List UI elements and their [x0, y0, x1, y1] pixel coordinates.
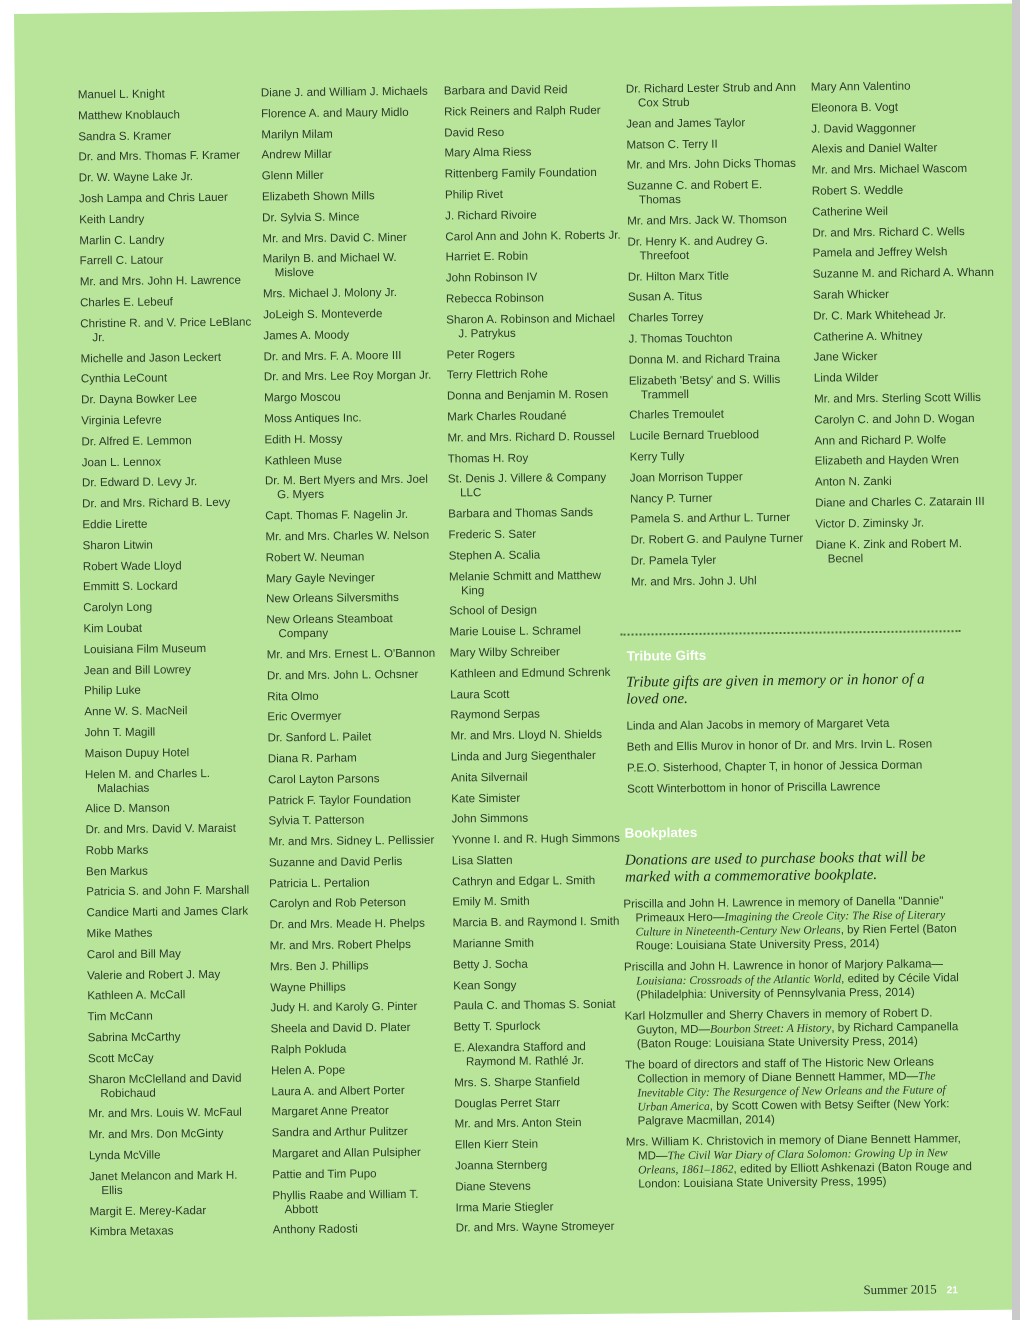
donor-name: E. Alexandra Stafford and Raymond M. Rathlé Jr. — [453, 1040, 586, 1069]
donor-name: Pamela S. and Arthur L. Turner — [630, 511, 791, 526]
donor-column-2 — [261, 85, 445, 1245]
donor-column-4 — [626, 81, 811, 596]
donor-name: Scott McCay — [87, 1051, 154, 1066]
donor-name: Candice Marti and James Clark — [86, 904, 249, 920]
donor-name: Elizabeth 'Betsy' and S. Willis Trammell — [628, 372, 781, 402]
donor-name: Dr. and Mrs. Thomas F. Kramer — [78, 149, 241, 164]
bookplate-entry — [626, 1132, 977, 1192]
donor-name: Rebecca Robinson — [445, 291, 545, 306]
donor-name: Yvonne I. and R. Hugh Simmons — [451, 831, 620, 847]
donor-name: Sabrina McCarthy — [87, 1030, 181, 1045]
donor-name: Laura A. and Albert Porter — [271, 1083, 405, 1099]
donor-name: Carol Layton Parsons — [267, 771, 380, 787]
donor-name: Dr. and Mrs. Richard C. Wells — [812, 224, 965, 240]
donor-name: Anita Silvernail — [450, 770, 528, 785]
donor-name: Marianne Smith — [452, 936, 535, 951]
donor-name: Dr. Edward D. Levy Jr. — [81, 475, 198, 490]
donor-name: Frederic S. Sater — [448, 527, 537, 542]
bookplate-post: , by Richard Campanella (Baton Rouge: Louisiana State University Press, 2014) — [636, 1020, 959, 1051]
donor-name: Mr. and Mrs. Sterling Scott Willis — [814, 390, 981, 406]
donor-name: Jane Wicker — [813, 350, 878, 365]
bookplate-post: , edited by Cécile Vidal (Philadelphia: University of Pennsylvania Press, 2014) — [636, 971, 959, 1002]
donor-name: Farrell C. Latour — [79, 253, 164, 268]
donor-name: Laura Scott — [450, 687, 510, 701]
donor-name: Patrick F. Taylor Foundation — [268, 792, 412, 807]
donor-name: Dr. Richard Lester Strub and Ann Cox Strub — [625, 80, 797, 110]
donor-name: Sandra and Arthur Pulitzer — [271, 1125, 408, 1140]
donor-name: JoLeigh S. Monteverde — [263, 307, 383, 322]
donor-name: Sylvia T. Patterson — [268, 813, 365, 828]
donor-name: Kathleen Muse — [264, 453, 343, 467]
donor-name: Stephen A. Scalia — [448, 548, 541, 563]
donor-name: Melanie Schmitt and Matthew King — [448, 568, 602, 597]
bookplate-post: , by Scott Cowen with Betsy Seifter (New York: Palgrave Macmillan, 2014) — [637, 1097, 950, 1128]
donor-name: Helen A. Pope — [271, 1063, 346, 1078]
donor-name: Betty J. Socha — [452, 957, 528, 972]
donor-name: Jean and James Taylor — [626, 116, 746, 131]
donor-name: Sheela and David D. Plater — [270, 1021, 411, 1036]
tribute-gifts-tagline: Tribute gifts are given in memory or in honor of a loved one. — [625, 671, 925, 708]
donor-name: Suzanne and David Perlis — [268, 854, 403, 870]
donor-name: Mark Charles Roudané — [447, 409, 567, 424]
donor-name: Paula C. and Thomas S. Soniat — [453, 998, 616, 1013]
donor-name: St. Denis J. Villere & Company LLC — [447, 471, 607, 500]
donor-name: Capt. Thomas F. Nagelin Jr. — [265, 508, 409, 523]
donor-name: Jean and Bill Lowrey — [83, 662, 191, 677]
donor-name: Marie Louise L. Schramel — [449, 624, 582, 639]
donor-name: Keith Landry — [79, 212, 145, 227]
donor-name: Dr. and Mrs. Lee Roy Morgan Jr. — [263, 369, 432, 384]
bookplate-pre: The board of directors and staff of The Historic New Orleans Collection in memory of Diane Bennett Hammer, MD— — [624, 1055, 934, 1086]
donor-name: Diane K. Zink and Robert M. Becnel — [815, 536, 962, 566]
donor-name: Mr. and Mrs. Sidney L. Pellissier — [268, 833, 435, 849]
donor-name: Carol and Bill May — [86, 947, 181, 962]
bookplate-title: The Inevitable City: The Resurgence of New Orleans and the Future of Urban America — [637, 1069, 946, 1114]
donor-name: Virginia Lefevre — [81, 413, 162, 428]
donor-name: Mrs. Ben J. Phillips — [269, 959, 369, 974]
donor-name: Maison Dupuy Hotel — [84, 745, 190, 761]
donor-name: Catherine Weil — [812, 204, 889, 219]
donor-name: Nancy P. Turner — [630, 491, 713, 506]
tribute-gifts-list — [626, 716, 977, 804]
donor-name: Dr. Hilton Marx Title — [627, 269, 730, 284]
donor-name: Barbara and Thomas Sands — [448, 506, 594, 521]
donor-name: Helen M. and Charles L. Malachias — [84, 766, 211, 795]
bookplate-entry — [625, 1055, 976, 1129]
donor-name: Diana R. Parham — [267, 751, 357, 766]
donor-column-1 — [78, 87, 262, 1247]
bookplate-entry — [624, 957, 974, 1003]
donor-name: Janet Melancon and Mark H. Ellis — [89, 1168, 238, 1197]
donor-name: Kerry Tully — [629, 449, 685, 464]
donor-name: Dr. Dayna Bowker Lee — [80, 392, 198, 407]
donor-name: Michelle and Jason Leckert — [80, 350, 222, 365]
donor-name: Alexis and Daniel Walter — [811, 141, 938, 157]
donor-name: David Reso — [444, 125, 505, 140]
donor-name: J. Thomas Touchton — [628, 331, 733, 346]
donor-name: Marlin C. Landry — [79, 233, 165, 247]
bookplate-title: The Civil War Diary of Clara Solomon: Growing Up in New Orleans, 1861–1862 — [638, 1146, 948, 1177]
donor-name: Mr. and Mrs. Michael Wascom — [811, 162, 968, 177]
donor-name: Joan Morrison Tupper — [629, 470, 743, 485]
donor-name: Dr. Pamela Tyler — [630, 553, 717, 568]
donor-name: Josh Lampa and Chris Lauer — [78, 190, 228, 206]
donor-name: Mrs. Michael J. Molony Jr. — [262, 286, 398, 301]
donor-name: Dr. Henry K. and Audrey G. Threefoot — [627, 233, 768, 263]
donor-name: Robb Marks — [85, 843, 149, 858]
donor-name: Dr. and Mrs. Wayne Stromeyer — [455, 1220, 615, 1235]
donor-name: Andrew Millar — [261, 148, 332, 162]
donor-name: Thomas H. Roy — [447, 451, 529, 466]
donor-name: Dr. M. Bert Myers and Mrs. Joel G. Myers — [264, 473, 428, 502]
tribute-entry: Scott Winterbottom in honor of Priscilla Lawrence — [627, 779, 881, 796]
donor-name: Irma Marie Stiegler — [455, 1200, 554, 1215]
donor-name: Mr. and Mrs. John H. Lawrence — [79, 273, 241, 289]
donor-name: Diane Stevens — [455, 1179, 531, 1194]
donor-name: Diane and Charles C. Zatarain III — [815, 494, 985, 510]
donor-name: Douglas Perret Starr — [454, 1095, 561, 1111]
donor-name: New Orleans Silversmiths — [266, 591, 399, 606]
tribute-gifts-heading: Tribute Gifts — [626, 647, 707, 664]
donor-name: Kim Loubat — [83, 621, 143, 636]
donor-name: Dr. and Mrs. Richard B. Levy — [82, 495, 231, 511]
bookplate-post: , by Rien Fertel (Baton Rouge: Louisiana State University Press, 2014) — [635, 922, 957, 953]
donor-name: Robert Wade Lloyd — [82, 558, 182, 573]
donor-name: Joan L. Lennox — [81, 455, 162, 469]
donor-column-3 — [444, 83, 632, 1243]
donor-name: Louisiana Film Museum — [83, 641, 207, 657]
donor-name: Christine R. and V. Price LeBlanc Jr. — [80, 315, 252, 344]
donor-name: Terry Flettrich Rohe — [446, 367, 549, 382]
donor-name: Valerie and Robert J. May — [87, 967, 221, 982]
donor-name: Kean Songy — [453, 978, 517, 993]
donor-name: Dr. and Mrs. John L. Ochsner — [266, 667, 419, 683]
donor-name: Wayne Phillips — [270, 980, 346, 995]
donor-name: J. David Waggonner — [811, 121, 916, 136]
donor-name: New Orleans Steamboat Company — [266, 612, 393, 641]
donor-name: Carol Ann and John K. Roberts Jr. — [445, 228, 621, 244]
donor-name: Patricia S. and John F. Marshall — [86, 884, 250, 899]
donor-name: Dr. and Mrs. F. A. Moore III — [263, 348, 402, 363]
tribute-entry: P.E.O. Sisterhood, Chapter T, in honor of Jessica Dorman — [626, 758, 923, 775]
donor-name: Robert S. Weddle — [811, 183, 904, 198]
donor-name: Rita Olmo — [267, 689, 319, 703]
donor-name: Dr. Robert G. and Paulyne Turner — [630, 531, 804, 547]
bookplate-entry — [624, 1006, 974, 1052]
donor-name: Cynthia LeCount — [80, 371, 168, 386]
donor-name: Mrs. S. Sharpe Stanfield — [454, 1074, 580, 1090]
donor-name: Dr. Sanford L. Pailet — [267, 730, 372, 745]
donor-column-5 — [811, 79, 998, 573]
donor-name: Lynda McVille — [88, 1148, 161, 1163]
donor-name: Kimbra Metaxas — [89, 1224, 174, 1239]
bookplate-pre: Mrs. William K. Christovich in memory of Diane Bennett Hammer, MD— — [625, 1132, 961, 1163]
donor-name: Suzanne M. and Richard A. Whann — [812, 265, 994, 281]
donor-name: James A. Moody — [263, 328, 350, 343]
bookplate-title: Bourbon Street: A History — [710, 1021, 832, 1036]
donor-name: Dr. W. Wayne Lake Jr. — [78, 170, 194, 185]
donor-name: Mr. and Mrs. Lloyd N. Shields — [450, 727, 603, 743]
donor-name: Anthony Radosti — [272, 1222, 358, 1237]
donor-name: Ralph Pokluda — [270, 1042, 347, 1057]
donor-name: Margit E. Merey-Kadar — [89, 1203, 207, 1218]
donor-name: Linda and Jurg Siegenthaler — [450, 748, 596, 764]
donor-name: Harriet E. Robin — [445, 250, 529, 264]
donor-name: Mr. and Mrs. John J. Uhl — [630, 573, 757, 589]
donor-name: Donna and Benjamin M. Rosen — [446, 387, 609, 403]
donor-name: Marilyn Milam — [261, 127, 333, 142]
bookplate-title: Louisiana: Crossroads of the Atlantic World — [636, 972, 842, 988]
donor-name: Margo Moscou — [263, 390, 341, 405]
donor-name: Judy H. and Karoly G. Pinter — [270, 1000, 418, 1015]
donor-name: Matson C. Terry II — [626, 137, 718, 152]
donor-name: Dr. Alfred E. Lemmon — [81, 433, 192, 449]
donor-name: Rick Reiners and Ralph Ruder — [443, 103, 601, 119]
donor-name: Kathleen A. McCall — [87, 988, 186, 1003]
donor-name: Sharon A. Robinson and Michael J. Patrykus — [446, 311, 616, 341]
donor-name: Mr. and Mrs. Anton Stein — [454, 1116, 582, 1131]
donor-name: Mr. and Mrs. Don McGinty — [88, 1127, 224, 1142]
bookplates-tagline: Donations are used to purchase books that will be marked with a commemorative bookplate. — [624, 849, 926, 886]
donor-name: John Robinson IV — [445, 270, 538, 285]
bookplate-pre: Karl Holzmuller and Sherry Chavers in memory of Robert D. Guyton, MD— — [624, 1006, 933, 1037]
donor-name: Barbara and David Reid — [443, 83, 568, 98]
magazine-page — [14, 3, 1020, 1319]
donor-name: Carolyn and Rob Peterson — [269, 896, 407, 911]
donor-name: Peter Rogers — [446, 347, 515, 362]
donor-name: School of Design — [449, 603, 537, 618]
issue-label: Summer 2015 — [863, 1281, 937, 1298]
donor-name: Mr. and Mrs. Louis W. McFaul — [88, 1106, 242, 1121]
donor-name: Lisa Slatten — [451, 853, 513, 868]
donor-name: Dr. C. Mark Whitehead Jr. — [813, 308, 947, 323]
donor-name: Kate Simister — [451, 791, 521, 805]
bookplate-pre: Priscilla and John H. Lawrence in memory of Danella "Dannie" Primeaux Hero— — [623, 894, 944, 925]
donor-name: Susan A. Titus — [627, 290, 703, 304]
donor-name: Marcia B. and Raymond I. Smith — [452, 914, 620, 930]
bookplates-heading: Bookplates — [624, 824, 698, 841]
page-number: 21 — [946, 1285, 958, 1297]
bookplate-title: Imagining the Creole City: The Rise of Literary Culture in Nineteenth-Century New Orleans — [635, 908, 946, 939]
donor-name: Mr. and Mrs. Charles W. Nelson — [265, 528, 430, 544]
donor-name: Donna M. and Richard Traina — [628, 351, 781, 367]
donor-name: Dr. and Mrs. Meade H. Phelps — [269, 917, 425, 932]
donor-name: Ellen Kierr Stein — [454, 1137, 539, 1152]
donor-name: Catherine A. Whitney — [813, 329, 923, 344]
donor-name: Mr. and Mrs. David C. Miner — [262, 230, 407, 245]
donor-name: Elizabeth Shown Mills — [261, 189, 375, 204]
donor-name: Manuel L. Knight — [77, 87, 165, 102]
donor-name: Emily M. Smith — [452, 895, 530, 909]
donor-name: Charles Torrey — [628, 310, 704, 325]
donor-name: Eric Overmyer — [267, 709, 342, 724]
donor-name: Glenn Miller — [261, 168, 324, 183]
tribute-entry: Beth and Ellis Murov in honor of Dr. and Mrs. Irvin L. Rosen — [626, 737, 933, 754]
donor-name: Suzanne C. and Robert E. Thomas — [626, 178, 763, 207]
donor-name: Mary Ann Valentino — [810, 79, 911, 94]
donor-name: Moss Antiques Inc. — [264, 411, 362, 426]
donor-name: Phyllis Raabe and William T. Abbott — [272, 1187, 419, 1216]
donor-name: John Simmons — [451, 811, 529, 826]
donor-name: Raymond Serpas — [450, 707, 541, 722]
donor-name: Charles Tremoulet — [629, 407, 725, 422]
donor-name: Betty T. Spurlock — [453, 1019, 541, 1034]
donor-name: Mike Mathes — [86, 926, 153, 941]
donor-name: Eddie Lirette — [82, 517, 148, 532]
donor-name: Emmitt S. Lockard — [82, 579, 178, 594]
donor-name: Charles E. Lebeuf — [79, 295, 173, 310]
bookplate-post: , edited by Elliott Ashkenazi (Baton Rouge and London: Louisiana State University Press, 1995) — [638, 1160, 973, 1191]
donor-name: Mr. and Mrs. John Dicks Thomas — [626, 157, 796, 172]
dotted-divider — [621, 630, 961, 636]
donor-name: Rittenberg Family Foundation — [444, 166, 597, 181]
donor-name: Mr. and Mrs. Jack W. Thomson — [627, 212, 787, 228]
donor-name: Cathryn and Edgar L. Smith — [452, 873, 596, 889]
donor-name: Pattie and Tim Pupo — [272, 1167, 377, 1182]
donor-name: Carolyn Long — [83, 600, 153, 615]
donor-name: Sharon Litwin — [82, 538, 153, 553]
donor-name: Mr. and Mrs. Ernest L. O'Bannon — [266, 646, 436, 662]
donor-name: Linda Wilder — [813, 371, 879, 385]
donor-name: Joanna Sternberg — [455, 1158, 548, 1173]
donor-name: Anne W. S. MacNeil — [84, 704, 188, 719]
bookplate-pre: Priscilla and John H. Lawrence in honor of Marjory Palkama— — [623, 957, 944, 974]
donor-name: Dr. Sylvia S. Mince — [262, 210, 360, 225]
donor-name: Philip Luke — [84, 684, 141, 698]
donor-name: Diane J. and William J. Michaels — [260, 84, 428, 100]
donor-name: Pamela and Jeffrey Welsh — [812, 245, 948, 261]
donor-name: Anton N. Zanki — [814, 474, 892, 489]
donor-name: Robert W. Neuman — [265, 550, 365, 565]
bookplates-list — [623, 894, 976, 1199]
donor-name: Mary Alma Riess — [444, 145, 532, 160]
donor-name: Carolyn C. and John D. Wogan — [814, 411, 975, 427]
donor-name: Alice D. Manson — [85, 801, 170, 816]
donor-name: Edith H. Mossy — [264, 432, 343, 447]
donor-name: Sandra S. Kramer — [78, 128, 172, 143]
donor-name: Ben Markus — [85, 864, 148, 878]
donor-name: John T. Magill — [84, 725, 156, 740]
donor-name: Tim McCann — [87, 1009, 153, 1024]
bookplate-entry — [623, 894, 974, 954]
donor-name: Philip Rivet — [444, 187, 503, 202]
donor-name: Dr. and Mrs. David V. Maraist — [85, 821, 236, 837]
donor-name: Mr. and Mrs. Robert Phelps — [269, 937, 411, 953]
donor-name: Sharon McClelland and David Robichaud — [88, 1071, 242, 1100]
donor-name: Eleonora B. Vogt — [810, 100, 899, 115]
donor-name: Ann and Richard P. Wolfe — [814, 432, 947, 448]
donor-name: Florence A. and Maury Midlo — [260, 105, 409, 121]
donor-name: Mr. and Mrs. Richard D. Roussel — [447, 429, 616, 445]
donor-name: Lucile Bernard Trueblood — [629, 428, 760, 443]
page-footer — [863, 1281, 958, 1298]
donor-name: Marilyn B. and Michael W. Mislove — [262, 251, 397, 280]
donor-name: Margaret and Allan Pulsipher — [271, 1145, 421, 1161]
donor-name: Mary Wilby Schreiber — [449, 645, 560, 660]
donor-name: J. Richard Rivoire — [445, 208, 537, 223]
donor-name: Matthew Knoblauch — [77, 108, 180, 123]
donor-name: Margaret Anne Preator — [271, 1104, 389, 1119]
donor-name: Elizabeth and Hayden Wren — [814, 453, 959, 468]
tribute-entry: Linda and Alan Jacobs in memory of Margaret Veta — [626, 716, 890, 733]
donor-name: Victor D. Ziminsky Jr. — [815, 516, 925, 531]
donor-name: Sarah Whicker — [812, 287, 890, 302]
donor-name: Mary Gayle Nevinger — [265, 570, 375, 585]
donor-name: Patricia L. Pertalion — [269, 876, 370, 891]
scan-edge — [1012, 0, 1020, 1320]
donor-name: Kathleen and Edmund Schrenk — [449, 665, 611, 681]
